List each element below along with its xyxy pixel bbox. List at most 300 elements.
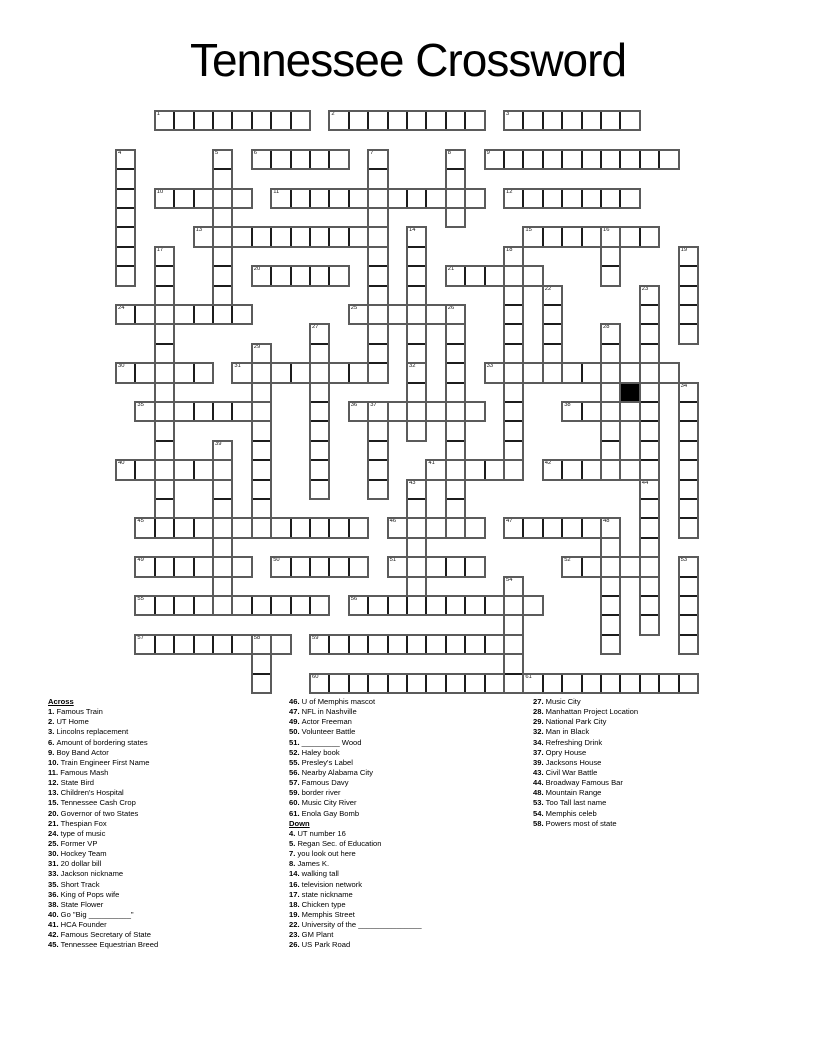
grid-cell[interactable] <box>679 674 698 693</box>
grid-cell[interactable] <box>271 363 290 382</box>
grid-cell[interactable] <box>679 596 698 615</box>
grid-cell[interactable] <box>271 518 290 537</box>
grid-cell[interactable] <box>252 654 271 673</box>
grid-cell[interactable] <box>252 344 271 363</box>
grid-cell[interactable] <box>213 247 232 266</box>
grid-cell[interactable] <box>640 421 659 440</box>
grid-cell[interactable] <box>562 227 581 246</box>
grid-cell[interactable] <box>194 518 213 537</box>
grid-cell[interactable] <box>368 227 387 246</box>
grid-cell[interactable] <box>252 383 271 402</box>
grid-cell[interactable] <box>407 324 426 343</box>
grid-cell[interactable] <box>213 305 232 324</box>
grid-cell[interactable] <box>407 247 426 266</box>
grid-cell[interactable] <box>310 596 329 615</box>
grid-cell[interactable] <box>291 111 310 130</box>
grid-cell[interactable] <box>232 189 251 208</box>
grid-cell[interactable] <box>640 344 659 363</box>
grid-cell[interactable] <box>426 305 445 324</box>
grid-cell[interactable] <box>446 111 465 130</box>
grid-cell[interactable] <box>504 460 523 479</box>
grid-cell[interactable] <box>368 674 387 693</box>
grid-cell[interactable] <box>426 460 445 479</box>
grid-cell[interactable] <box>194 596 213 615</box>
grid-cell[interactable] <box>213 635 232 654</box>
grid-cell[interactable] <box>368 635 387 654</box>
grid-cell[interactable] <box>388 111 407 130</box>
grid-cell[interactable] <box>291 150 310 169</box>
grid-cell[interactable] <box>291 363 310 382</box>
grid-cell[interactable] <box>659 363 678 382</box>
grid-cell[interactable] <box>543 227 562 246</box>
grid-cell[interactable] <box>155 635 174 654</box>
grid-cell[interactable] <box>407 344 426 363</box>
grid-cell[interactable] <box>504 286 523 305</box>
grid-cell[interactable] <box>679 557 698 576</box>
grid-cell[interactable] <box>368 305 387 324</box>
grid-cell[interactable] <box>349 111 368 130</box>
grid-cell[interactable] <box>310 518 329 537</box>
grid-cell[interactable] <box>116 189 135 208</box>
grid-cell[interactable] <box>679 518 698 537</box>
grid-cell[interactable] <box>407 383 426 402</box>
grid-cell[interactable] <box>504 383 523 402</box>
grid-cell[interactable] <box>213 480 232 499</box>
grid-cell[interactable] <box>446 189 465 208</box>
grid-cell[interactable] <box>407 538 426 557</box>
grid-cell[interactable] <box>213 460 232 479</box>
grid-cell[interactable] <box>252 111 271 130</box>
grid-cell[interactable] <box>349 635 368 654</box>
grid-cell[interactable] <box>679 402 698 421</box>
grid-cell[interactable] <box>252 266 271 285</box>
grid-cell[interactable] <box>329 674 348 693</box>
grid-cell[interactable] <box>601 518 620 537</box>
grid-cell[interactable] <box>679 615 698 634</box>
grid-cell[interactable] <box>485 266 504 285</box>
grid-cell[interactable] <box>504 402 523 421</box>
grid-cell[interactable] <box>329 189 348 208</box>
grid-cell[interactable] <box>252 518 271 537</box>
grid-cell[interactable] <box>582 460 601 479</box>
grid-cell[interactable] <box>679 247 698 266</box>
grid-cell[interactable] <box>407 480 426 499</box>
grid-cell[interactable] <box>446 480 465 499</box>
grid-cell[interactable] <box>135 305 154 324</box>
grid-cell[interactable] <box>213 577 232 596</box>
grid-cell[interactable] <box>446 635 465 654</box>
grid-cell[interactable] <box>368 460 387 479</box>
grid-cell[interactable] <box>116 150 135 169</box>
grid-cell[interactable] <box>155 247 174 266</box>
grid-cell[interactable] <box>679 480 698 499</box>
grid-cell[interactable] <box>407 111 426 130</box>
grid-cell[interactable] <box>446 402 465 421</box>
grid-cell[interactable] <box>349 674 368 693</box>
grid-cell[interactable] <box>388 189 407 208</box>
grid-cell[interactable] <box>368 596 387 615</box>
grid-cell[interactable] <box>426 596 445 615</box>
grid-cell[interactable] <box>407 286 426 305</box>
grid-cell[interactable] <box>135 557 154 576</box>
grid-cell[interactable] <box>174 305 193 324</box>
grid-cell[interactable] <box>349 518 368 537</box>
grid-cell[interactable] <box>446 441 465 460</box>
grid-cell[interactable] <box>582 227 601 246</box>
grid-cell[interactable] <box>601 344 620 363</box>
grid-cell[interactable] <box>640 227 659 246</box>
grid-cell[interactable] <box>562 363 581 382</box>
grid-cell[interactable] <box>310 189 329 208</box>
grid-cell[interactable] <box>368 286 387 305</box>
grid-cell[interactable] <box>659 150 678 169</box>
grid-cell[interactable] <box>523 150 542 169</box>
grid-cell[interactable] <box>640 460 659 479</box>
grid-cell[interactable] <box>252 421 271 440</box>
grid-cell[interactable] <box>252 635 271 654</box>
grid-cell[interactable] <box>155 286 174 305</box>
grid-cell[interactable] <box>620 111 639 130</box>
grid-cell[interactable] <box>523 266 542 285</box>
grid-cell[interactable] <box>543 518 562 537</box>
grid-cell[interactable] <box>446 169 465 188</box>
grid-cell[interactable] <box>155 305 174 324</box>
grid-cell[interactable] <box>213 189 232 208</box>
grid-cell[interactable] <box>407 189 426 208</box>
grid-cell[interactable] <box>582 402 601 421</box>
grid-cell[interactable] <box>349 402 368 421</box>
grid-cell[interactable] <box>485 596 504 615</box>
grid-cell[interactable] <box>213 538 232 557</box>
grid-cell[interactable] <box>504 363 523 382</box>
grid-cell[interactable] <box>446 363 465 382</box>
grid-cell[interactable] <box>679 324 698 343</box>
grid-cell[interactable] <box>426 402 445 421</box>
grid-cell[interactable] <box>446 324 465 343</box>
grid-cell[interactable] <box>310 363 329 382</box>
grid-cell[interactable] <box>232 227 251 246</box>
grid-cell[interactable] <box>116 266 135 285</box>
grid-cell[interactable] <box>446 460 465 479</box>
grid-cell[interactable] <box>446 208 465 227</box>
grid-cell[interactable] <box>446 383 465 402</box>
grid-cell[interactable] <box>465 111 484 130</box>
grid-cell[interactable] <box>620 189 639 208</box>
grid-cell[interactable] <box>562 460 581 479</box>
grid-cell[interactable] <box>407 499 426 518</box>
grid-cell[interactable] <box>310 383 329 402</box>
grid-cell[interactable] <box>388 635 407 654</box>
grid-cell[interactable] <box>543 363 562 382</box>
grid-cell[interactable] <box>543 286 562 305</box>
grid-cell[interactable] <box>155 480 174 499</box>
grid-cell[interactable] <box>155 499 174 518</box>
grid-cell[interactable] <box>155 518 174 537</box>
grid-cell[interactable] <box>368 247 387 266</box>
grid-cell[interactable] <box>407 402 426 421</box>
grid-cell[interactable] <box>640 324 659 343</box>
grid-cell[interactable] <box>213 286 232 305</box>
grid-cell[interactable] <box>465 596 484 615</box>
grid-cell[interactable] <box>135 635 154 654</box>
grid-cell[interactable] <box>310 674 329 693</box>
grid-cell[interactable] <box>504 324 523 343</box>
grid-cell[interactable] <box>155 111 174 130</box>
grid-cell[interactable] <box>485 150 504 169</box>
grid-cell[interactable] <box>543 344 562 363</box>
grid-cell[interactable] <box>368 402 387 421</box>
grid-cell[interactable] <box>601 615 620 634</box>
grid-cell[interactable] <box>640 363 659 382</box>
grid-cell[interactable] <box>446 518 465 537</box>
grid-cell[interactable] <box>407 557 426 576</box>
grid-cell[interactable] <box>640 518 659 537</box>
grid-cell[interactable] <box>368 324 387 343</box>
grid-cell[interactable] <box>485 674 504 693</box>
grid-cell[interactable] <box>601 577 620 596</box>
grid-cell[interactable] <box>116 460 135 479</box>
grid-cell[interactable] <box>213 150 232 169</box>
grid-cell[interactable] <box>368 480 387 499</box>
grid-cell[interactable] <box>174 596 193 615</box>
grid-cell[interactable] <box>232 557 251 576</box>
grid-cell[interactable] <box>388 305 407 324</box>
grid-cell[interactable] <box>640 286 659 305</box>
grid-cell[interactable] <box>155 266 174 285</box>
grid-cell[interactable] <box>504 189 523 208</box>
grid-cell[interactable] <box>601 460 620 479</box>
grid-cell[interactable] <box>368 421 387 440</box>
grid-cell[interactable] <box>407 421 426 440</box>
grid-cell[interactable] <box>601 266 620 285</box>
grid-cell[interactable] <box>155 189 174 208</box>
grid-cell[interactable] <box>601 150 620 169</box>
grid-cell[interactable] <box>582 111 601 130</box>
grid-cell[interactable] <box>213 518 232 537</box>
grid-cell[interactable] <box>640 305 659 324</box>
grid-cell[interactable] <box>271 557 290 576</box>
grid-cell[interactable] <box>407 577 426 596</box>
grid-cell[interactable] <box>465 635 484 654</box>
grid-cell[interactable] <box>679 305 698 324</box>
grid-cell[interactable] <box>116 169 135 188</box>
grid-cell[interactable] <box>310 402 329 421</box>
grid-cell[interactable] <box>310 557 329 576</box>
grid-cell[interactable] <box>271 596 290 615</box>
grid-cell[interactable] <box>194 111 213 130</box>
grid-cell[interactable] <box>349 305 368 324</box>
grid-cell[interactable] <box>329 557 348 576</box>
grid-cell[interactable] <box>543 305 562 324</box>
grid-cell[interactable] <box>679 421 698 440</box>
grid-cell[interactable] <box>232 363 251 382</box>
grid-cell[interactable] <box>368 208 387 227</box>
grid-cell[interactable] <box>213 208 232 227</box>
grid-cell[interactable] <box>135 402 154 421</box>
grid-cell[interactable] <box>601 557 620 576</box>
grid-cell[interactable] <box>407 266 426 285</box>
grid-cell[interactable] <box>446 596 465 615</box>
grid-cell[interactable] <box>679 635 698 654</box>
grid-cell[interactable] <box>232 402 251 421</box>
grid-cell[interactable] <box>426 635 445 654</box>
grid-cell[interactable] <box>504 111 523 130</box>
grid-cell[interactable] <box>349 363 368 382</box>
grid-cell[interactable] <box>135 518 154 537</box>
grid-cell[interactable] <box>679 383 698 402</box>
grid-cell[interactable] <box>155 596 174 615</box>
grid-cell[interactable] <box>252 363 271 382</box>
grid-cell[interactable] <box>523 189 542 208</box>
grid-cell[interactable] <box>232 635 251 654</box>
grid-cell[interactable] <box>562 518 581 537</box>
grid-cell[interactable] <box>601 441 620 460</box>
grid-cell[interactable] <box>446 421 465 440</box>
grid-cell[interactable] <box>329 363 348 382</box>
grid-cell[interactable] <box>679 266 698 285</box>
grid-cell[interactable] <box>329 150 348 169</box>
grid-cell[interactable] <box>679 441 698 460</box>
grid-cell[interactable] <box>368 363 387 382</box>
grid-cell[interactable] <box>155 460 174 479</box>
grid-cell[interactable] <box>155 363 174 382</box>
grid-cell[interactable] <box>620 227 639 246</box>
grid-cell[interactable] <box>291 518 310 537</box>
grid-cell[interactable] <box>640 674 659 693</box>
grid-cell[interactable] <box>543 460 562 479</box>
grid-cell[interactable] <box>620 402 639 421</box>
grid-cell[interactable] <box>523 674 542 693</box>
grid-cell[interactable] <box>601 421 620 440</box>
grid-cell[interactable] <box>679 577 698 596</box>
grid-cell[interactable] <box>271 111 290 130</box>
grid-cell[interactable] <box>465 557 484 576</box>
grid-cell[interactable] <box>310 441 329 460</box>
grid-cell[interactable] <box>155 557 174 576</box>
grid-cell[interactable] <box>155 441 174 460</box>
grid-cell[interactable] <box>349 189 368 208</box>
grid-cell[interactable] <box>504 577 523 596</box>
grid-cell[interactable] <box>679 286 698 305</box>
grid-cell[interactable] <box>368 169 387 188</box>
grid-cell[interactable] <box>252 402 271 421</box>
grid-cell[interactable] <box>252 499 271 518</box>
grid-cell[interactable] <box>582 150 601 169</box>
grid-cell[interactable] <box>582 518 601 537</box>
grid-cell[interactable] <box>349 227 368 246</box>
grid-cell[interactable] <box>310 266 329 285</box>
grid-cell[interactable] <box>194 557 213 576</box>
grid-cell[interactable] <box>640 538 659 557</box>
grid-cell[interactable] <box>465 402 484 421</box>
grid-cell[interactable] <box>252 150 271 169</box>
grid-cell[interactable] <box>291 227 310 246</box>
grid-cell[interactable] <box>446 499 465 518</box>
grid-cell[interactable] <box>310 324 329 343</box>
grid-cell[interactable] <box>174 402 193 421</box>
grid-cell[interactable] <box>310 460 329 479</box>
grid-cell[interactable] <box>504 518 523 537</box>
grid-cell[interactable] <box>620 150 639 169</box>
grid-cell[interactable] <box>368 344 387 363</box>
grid-cell[interactable] <box>271 266 290 285</box>
grid-cell[interactable] <box>252 460 271 479</box>
grid-cell[interactable] <box>465 460 484 479</box>
grid-cell[interactable] <box>620 674 639 693</box>
grid-cell[interactable] <box>620 363 639 382</box>
grid-cell[interactable] <box>446 305 465 324</box>
grid-cell[interactable] <box>543 111 562 130</box>
grid-cell[interactable] <box>543 150 562 169</box>
grid-cell[interactable] <box>329 635 348 654</box>
grid-cell[interactable] <box>116 227 135 246</box>
grid-cell[interactable] <box>582 674 601 693</box>
grid-cell[interactable] <box>368 150 387 169</box>
grid-cell[interactable] <box>562 150 581 169</box>
grid-cell[interactable] <box>407 674 426 693</box>
grid-cell[interactable] <box>640 150 659 169</box>
grid-cell[interactable] <box>601 402 620 421</box>
grid-cell[interactable] <box>426 518 445 537</box>
grid-cell[interactable] <box>601 674 620 693</box>
grid-cell[interactable] <box>407 227 426 246</box>
grid-cell[interactable] <box>329 266 348 285</box>
grid-cell[interactable] <box>601 596 620 615</box>
grid-cell[interactable] <box>504 674 523 693</box>
grid-cell[interactable] <box>213 111 232 130</box>
grid-cell[interactable] <box>446 557 465 576</box>
grid-cell[interactable] <box>407 635 426 654</box>
grid-cell[interactable] <box>271 635 290 654</box>
grid-cell[interactable] <box>679 460 698 479</box>
grid-cell[interactable] <box>446 266 465 285</box>
grid-cell[interactable] <box>523 363 542 382</box>
grid-cell[interactable] <box>485 363 504 382</box>
grid-cell[interactable] <box>174 460 193 479</box>
grid-cell[interactable] <box>388 557 407 576</box>
grid-cell[interactable] <box>582 363 601 382</box>
grid-cell[interactable] <box>213 402 232 421</box>
grid-cell[interactable] <box>232 305 251 324</box>
grid-cell[interactable] <box>310 227 329 246</box>
grid-cell[interactable] <box>174 189 193 208</box>
grid-cell[interactable] <box>252 480 271 499</box>
grid-cell[interactable] <box>407 305 426 324</box>
grid-cell[interactable] <box>368 111 387 130</box>
grid-cell[interactable] <box>194 402 213 421</box>
grid-cell[interactable] <box>601 324 620 343</box>
grid-cell[interactable] <box>640 402 659 421</box>
grid-cell[interactable] <box>426 189 445 208</box>
grid-cell[interactable] <box>504 615 523 634</box>
grid-cell[interactable] <box>252 674 271 693</box>
grid-cell[interactable] <box>543 324 562 343</box>
grid-cell[interactable] <box>523 596 542 615</box>
grid-cell[interactable] <box>349 596 368 615</box>
grid-cell[interactable] <box>155 421 174 440</box>
grid-cell[interactable] <box>543 189 562 208</box>
grid-cell[interactable] <box>640 480 659 499</box>
grid-cell[interactable] <box>155 344 174 363</box>
grid-cell[interactable] <box>407 363 426 382</box>
grid-cell[interactable] <box>504 150 523 169</box>
grid-cell[interactable] <box>213 596 232 615</box>
grid-cell[interactable] <box>252 227 271 246</box>
grid-cell[interactable] <box>271 189 290 208</box>
grid-cell[interactable] <box>582 189 601 208</box>
grid-cell[interactable] <box>329 227 348 246</box>
grid-cell[interactable] <box>291 596 310 615</box>
